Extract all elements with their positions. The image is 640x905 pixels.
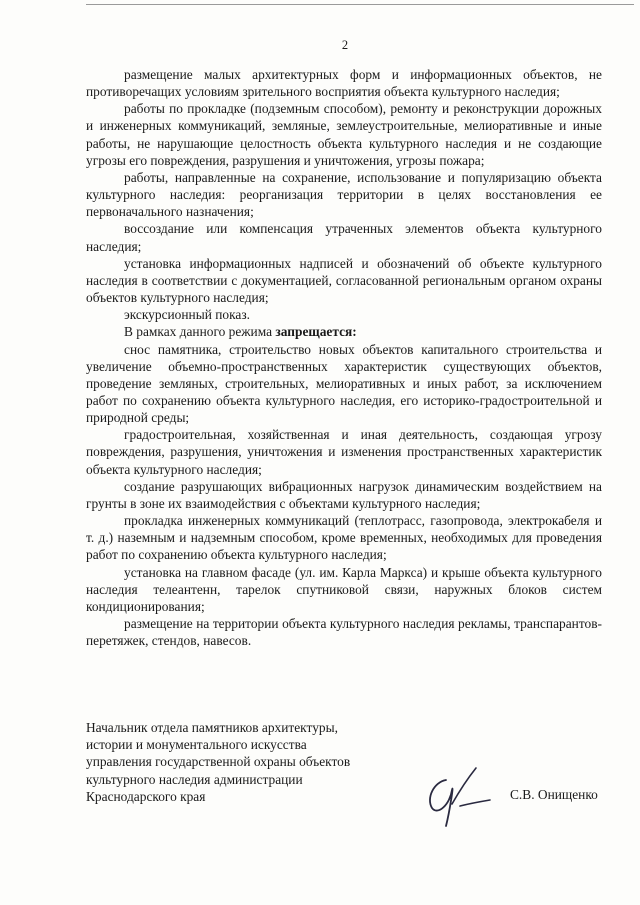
handwritten-signature bbox=[416, 760, 506, 830]
prohibited-item: прокладка инженерных коммуникаций (теплотрасс, газопровода, электрокабеля и т. д.) наземным и надземным способом, кроме временных, необходимых для проведения работ по сохранению объекта культурного наследия; bbox=[86, 513, 602, 563]
paragraph: работы по прокладке (подземным способом), ремонту и реконструкции дорожных и инженерных коммуникаций, земляные, землеустроительные, мелиоративные и иные работы, не нарушающие целостность объекта культурного наследия и не создающие угрозы его повреждения, разрушения и уничтожения, угрозы пожара; bbox=[86, 101, 602, 168]
document-body bbox=[86, 66, 602, 649]
position-line: Начальник отдела памятников архитектуры, bbox=[86, 720, 338, 735]
position-line: культурного наследия администрации bbox=[86, 771, 303, 787]
prohibited-item: установка на главном фасаде (ул. им. Карла Маркса) и крыше объекта культурного наследия телеантенн, тарелок спутниковой связи, наружных блоков систем кондиционирования; bbox=[86, 564, 602, 614]
top-border-line bbox=[86, 4, 634, 5]
paragraph: воссоздание или компенсация утраченных элементов объекта культурного наследия; bbox=[86, 221, 602, 254]
paragraph: экскурсионный показ. bbox=[124, 307, 250, 323]
prohibited-item: создание разрушающих вибрационных нагрузок динамическим воздействием на грунты в зоне их взаимодействия с объектами культурного наследия; bbox=[86, 478, 602, 511]
prohibition-heading bbox=[86, 323, 602, 340]
signer-name: С.В. Онищенко bbox=[510, 787, 598, 802]
position-line: Краснодарского края bbox=[86, 788, 206, 804]
prohibited-item: снос памятника, строительство новых объектов капитального строительства и увеличение объемно-пространственных характеристик существующих объектов, проведение земляных, строительных, мелиоративных и иных работ, за исключением работ по сохранению объекта культурного наследия, его историко-градостроительной и природной среды; bbox=[86, 341, 602, 426]
paragraph: работы, направленные на сохранение, использование и популяризацию объекта культурного наследия: реорганизация территории в целях восстановления ее первоначального назначения; bbox=[86, 169, 602, 220]
position-line: управления государственной охраны объектов bbox=[86, 754, 351, 770]
prohibited-item: размещение на территории объекта культурного наследия рекламы, транспарантов-перетяжек, стендов, навесов. bbox=[86, 616, 602, 649]
page-number: 2 bbox=[341, 38, 349, 52]
prohibited-item: градостроительная, хозяйственная и иная деятельность, создающая угрозу повреждения, разрушения, уничтожения и изменения пространственных характеристик объекта культурного наследия; bbox=[86, 427, 602, 477]
paragraph: размещение малых архитектурных форм и информационных объектов, не противоречащих условиям зрительного восприятия объекта культурного наследия; bbox=[86, 67, 602, 100]
signatory-position bbox=[86, 719, 416, 805]
paragraph: установка информационных надписей и обозначений об объекте культурного наследия в соответствии с документацией, согласованной региональным органом охраны объектов культурного наследия; bbox=[86, 255, 602, 306]
position-line: истории и монументального искусства bbox=[86, 737, 307, 753]
prohibition-keyword: запрещается: bbox=[275, 324, 357, 340]
prohibition-intro: В рамках данного режима bbox=[124, 324, 276, 340]
